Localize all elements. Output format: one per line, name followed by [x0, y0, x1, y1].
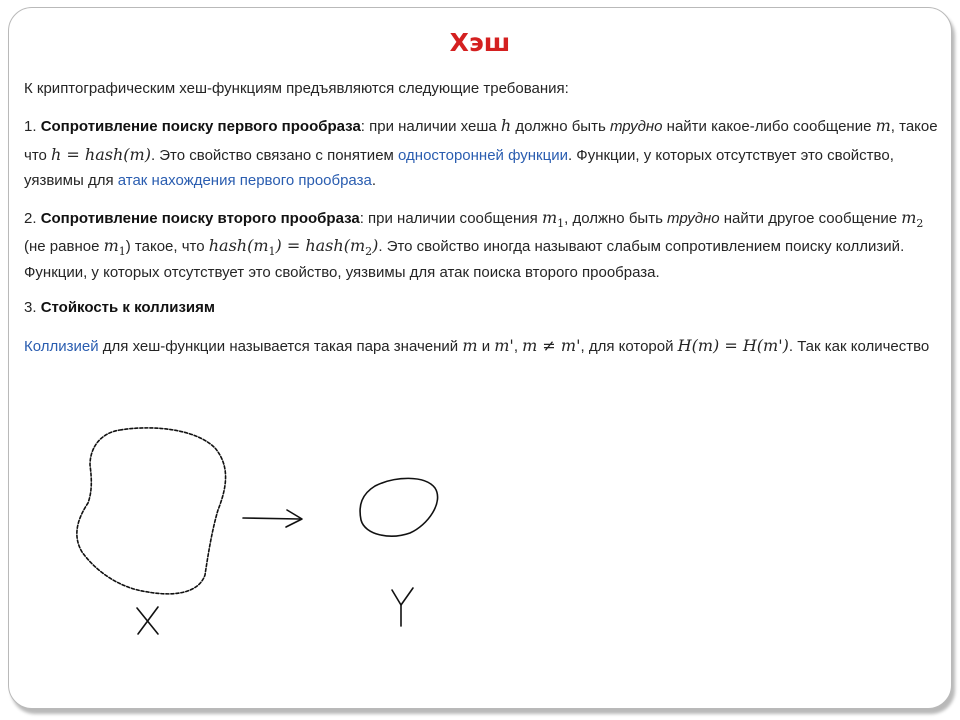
math-h-equality: H(m) = H(m'): [677, 336, 789, 355]
req1-line2: что h = hash(m). Это свойство связано с понятием односторонней функции. Функции, у которых отсутствует это свойство,: [24, 145, 894, 164]
req3-heading: Стойкость к коллизиям: [40, 299, 215, 316]
math-m2: $m_2$: [901, 208, 924, 231]
link-one-way-function[interactable]: односторонней функции: [398, 147, 568, 164]
slide-title: Хэш: [449, 28, 511, 57]
math-m-neq-m-prime: m ≠ m': [522, 336, 581, 355]
link-collision[interactable]: Коллизией: [24, 338, 99, 355]
math-m1-again: $m_1$: [103, 236, 126, 259]
req1-heading: Сопротивление поиску первого прообраза: [40, 118, 361, 135]
math-m: m: [875, 116, 891, 135]
intro-text: К криптографическим хеш-функциям предъявляются следующие требования:: [24, 80, 569, 97]
req2-line3: Функции, у которых отсутствует это свойство, уязвимы для атак поиска второго прообраза.: [24, 264, 660, 281]
mapping-arrow-shaft: [243, 518, 300, 519]
link-preimage-attacks[interactable]: атак нахождения первого прообраза: [117, 172, 372, 189]
req3-line: 3. Стойкость к коллизиям: [24, 299, 215, 316]
set-y-blob: [360, 478, 438, 536]
collision-line: Коллизией для хеш-функции называется такая пара значений m и m', m ≠ m', для которой H(m) = H(m'). Так как количество: [24, 336, 930, 355]
req2-line2: (не равное $m_1$) такое, что $hash(m_1)$ = $hash(m_2)$. Это свойство иногда называют слабым сопротивлением поиску коллизий.: [24, 236, 905, 259]
letter-y-stroke-1: [392, 588, 413, 605]
math-h: h: [500, 116, 512, 135]
math-h-equals-hash-m: h = hash(m): [51, 145, 151, 164]
math-m-prime: m': [494, 336, 514, 355]
set-x-blob: [77, 428, 226, 594]
req2-line1: 2. Сопротивление поиску второго прообраза: при наличии сообщения $m_1$, должно быть трудно найти другое сообщение $m_2$: [24, 208, 924, 231]
math-m1: $m_1$: [541, 208, 565, 231]
req1-line3: уязвимы для атак нахождения первого прообраза.: [24, 172, 376, 189]
math-m-plain: m: [462, 336, 478, 355]
req1-line1: 1. Сопротивление поиску первого прообраза: при наличии хеша h должно быть трудно найти какое-либо сообщение m, такое: [24, 116, 938, 135]
math-hash-equality: $hash(m_1)$ = $hash(m_2)$: [208, 236, 379, 259]
req2-heading: Сопротивление поиску второго прообраза: [40, 210, 360, 227]
